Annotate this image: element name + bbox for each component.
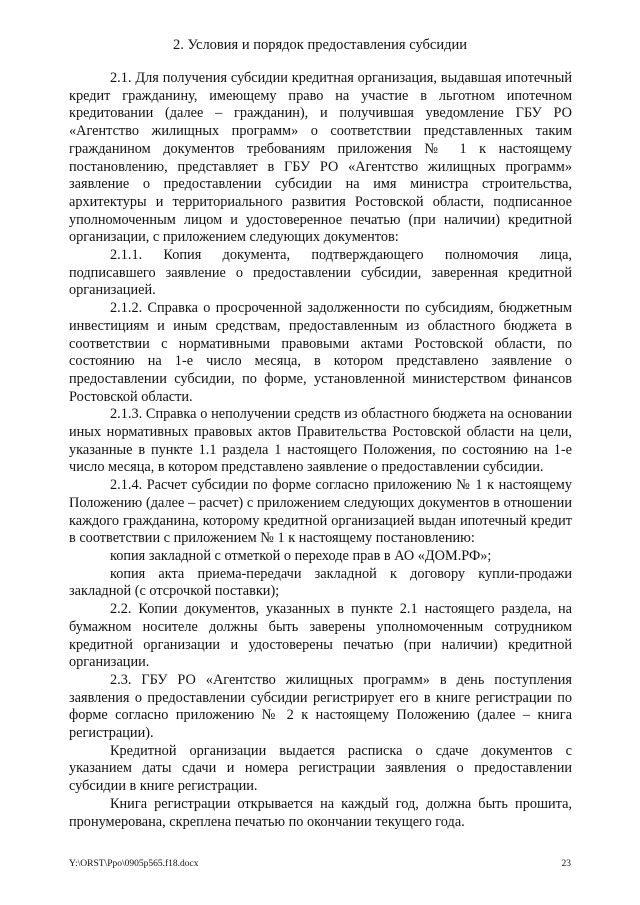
paragraph-list-item-2: копия акта приема-передачи закладной к договору купли-продажи закладной (с отсрочкой поставки); [69,565,572,600]
paragraph-2-1-2: 2.1.2. Справка о просроченной задолженности по субсидиям, бюджетным инвестициям и иным средствам, предоставленным из областного бюджета в соответствии с нормативными правовыми актами Ростовской области, по состоянию на 1-е число месяца, в котором представлено заявление о предоставлении субсидии, по форме, установленной министерством финансов Ростовской области. [69,300,572,405]
paragraph-2-1-4: 2.1.4. Расчет субсидии по форме согласно приложению № 1 к настоящему Положению (далее – расчет) с приложением следующих документов в отношении каждого гражданина, которому кредитной организацией выдан ипотечный кредит в соответствии с приложением № 1 к настоящему постановлению: [69,477,572,547]
paragraph-registration-book: Книга регистрации открывается на каждый год, должна быть прошита, пронумерована, скреплена печатью по окончании текущего года. [69,795,572,830]
document-body [69,70,572,831]
paragraph-2-2: 2.2. Копии документов, указанных в пункте 2.1 настоящего раздела, на бумажном носителе должны быть заверены уполномоченным сотрудником кредитной организации и удостоверены печатью (при наличии) кредитной организации. [69,601,572,671]
footer-file-path: Y:\ORST\Ppo\0905p565.f18.docx [69,859,199,869]
paragraph-2-1-3: 2.1.3. Справка о неполучении средств из областного бюджета на основании иных нормативных правовых актов Правительства Ростовской области на цели, указанные в пункте 1.1 раздела 1 настоящего Положения, по состоянию на 1-е число месяца, в котором представлено заявление о предоставлении субсидии. [69,406,572,476]
paragraph-2-1: 2.1. Для получения субсидии кредитная организация, выдавшая ипотечный кредит гражданину, имеющему право на участие в льготном ипотечном кредитовании (далее – гражданин), и получившая уведомление ГБУ РО «Агентство жилищных программ» о соответствии представленных таким гражданином документов требованиям приложения № 1 к настоящему постановлению, представляет в ГБУ РО «Агентство жилищных программ» заявление о предоставлении субсидии на имя министра строительства, архитектуры и территориального развития Ростовской области, подписанное уполномоченным лицом и удостоверенное печатью (при наличии) кредитной организации, с приложением следующих документов: [69,70,572,246]
paragraph-2-1-1: 2.1.1. Копия документа, подтверждающего полномочия лица, подписавшего заявление о предоставлении субсидии, заверенная кредитной организацией. [69,247,572,299]
paragraph-receipt: Кредитной организации выдается расписка о сдаче документов с указанием даты сдачи и номера регистрации заявления о предоставлении субсидии в книге регистрации. [69,742,572,795]
footer-page-number: 23 [561,859,571,869]
paragraph-2-3: 2.3. ГБУ РО «Агентство жилищных программ» в день поступления заявления о предоставлении субсидии регистрирует его в книге регистрации по форме согласно приложению № 2 к настоящему Положению (далее – книга регистрации). [69,671,572,742]
section-heading: 2. Условия и порядок предоставления субсидии [172,37,467,53]
paragraph-list-item-1: копия закладной с отметкой о переходе прав в АО «ДОМ.РФ»; [110,547,492,564]
